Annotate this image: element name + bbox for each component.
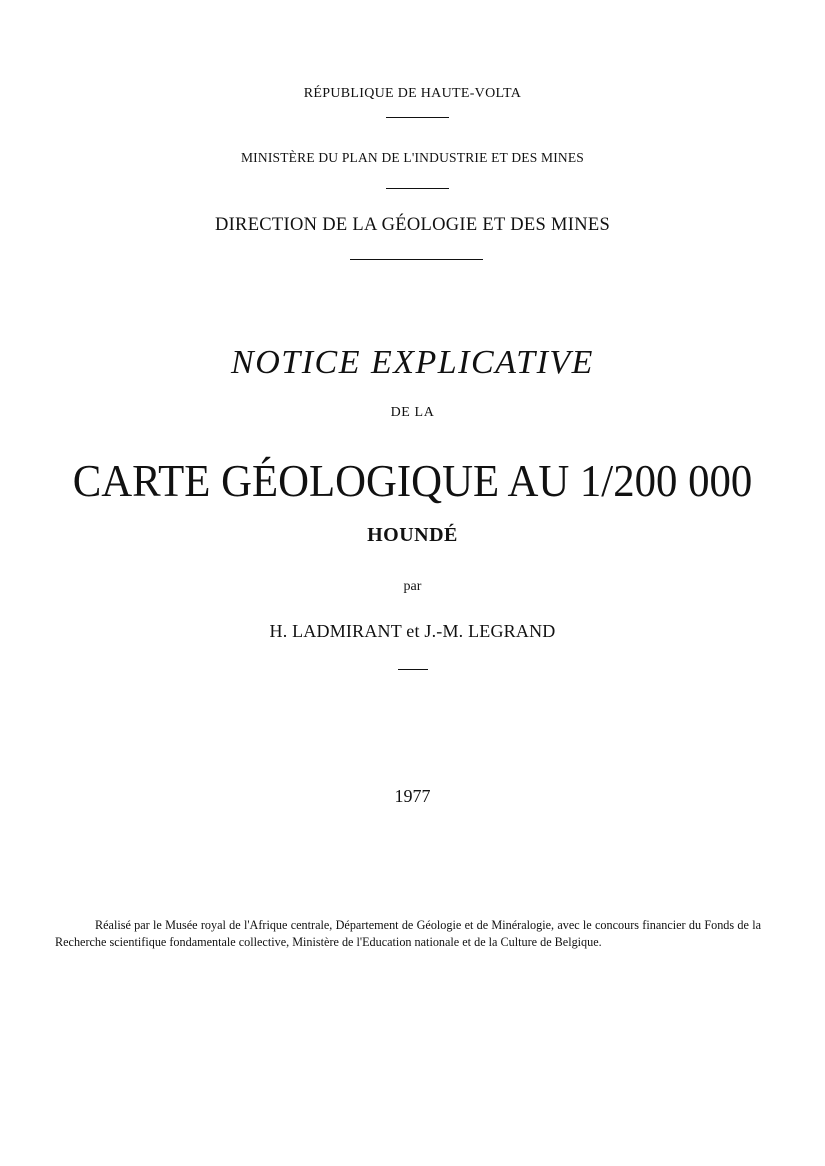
- divider-4: [398, 669, 428, 670]
- region-title: HOUNDÉ: [367, 524, 458, 546]
- credit-note: Réalisé par le Musée royal de l'Afrique centrale, Département de Géologie et de Minéralogie, avec le concours financier du Fonds de la Recherche scientifique fondamentale collective, Ministère de l'Education nationale et de la Culture de Belgique.: [55, 918, 761, 949]
- authors: H. LADMIRANT et J.-M. LEGRAND: [269, 621, 556, 641]
- par-label: par: [403, 579, 422, 594]
- main-title: CARTE GÉOLOGIQUE AU 1/200 000: [72, 455, 753, 506]
- divider-1: [386, 117, 449, 118]
- divider-3: [350, 259, 483, 260]
- direction-heading: DIRECTION DE LA GÉOLOGIE ET DES MINES: [214, 215, 611, 235]
- ministry-heading: MINISTÈRE DU PLAN DE L'INDUSTRIE ET DES MINES: [240, 150, 585, 165]
- notice-title: NOTICE EXPLICATIVE: [231, 344, 594, 381]
- publication-year: 1977: [394, 786, 431, 806]
- divider-2: [386, 188, 449, 189]
- de-la-label: DE LA: [390, 405, 435, 420]
- republic-heading: RÉPUBLIQUE DE HAUTE-VOLTA: [303, 86, 522, 101]
